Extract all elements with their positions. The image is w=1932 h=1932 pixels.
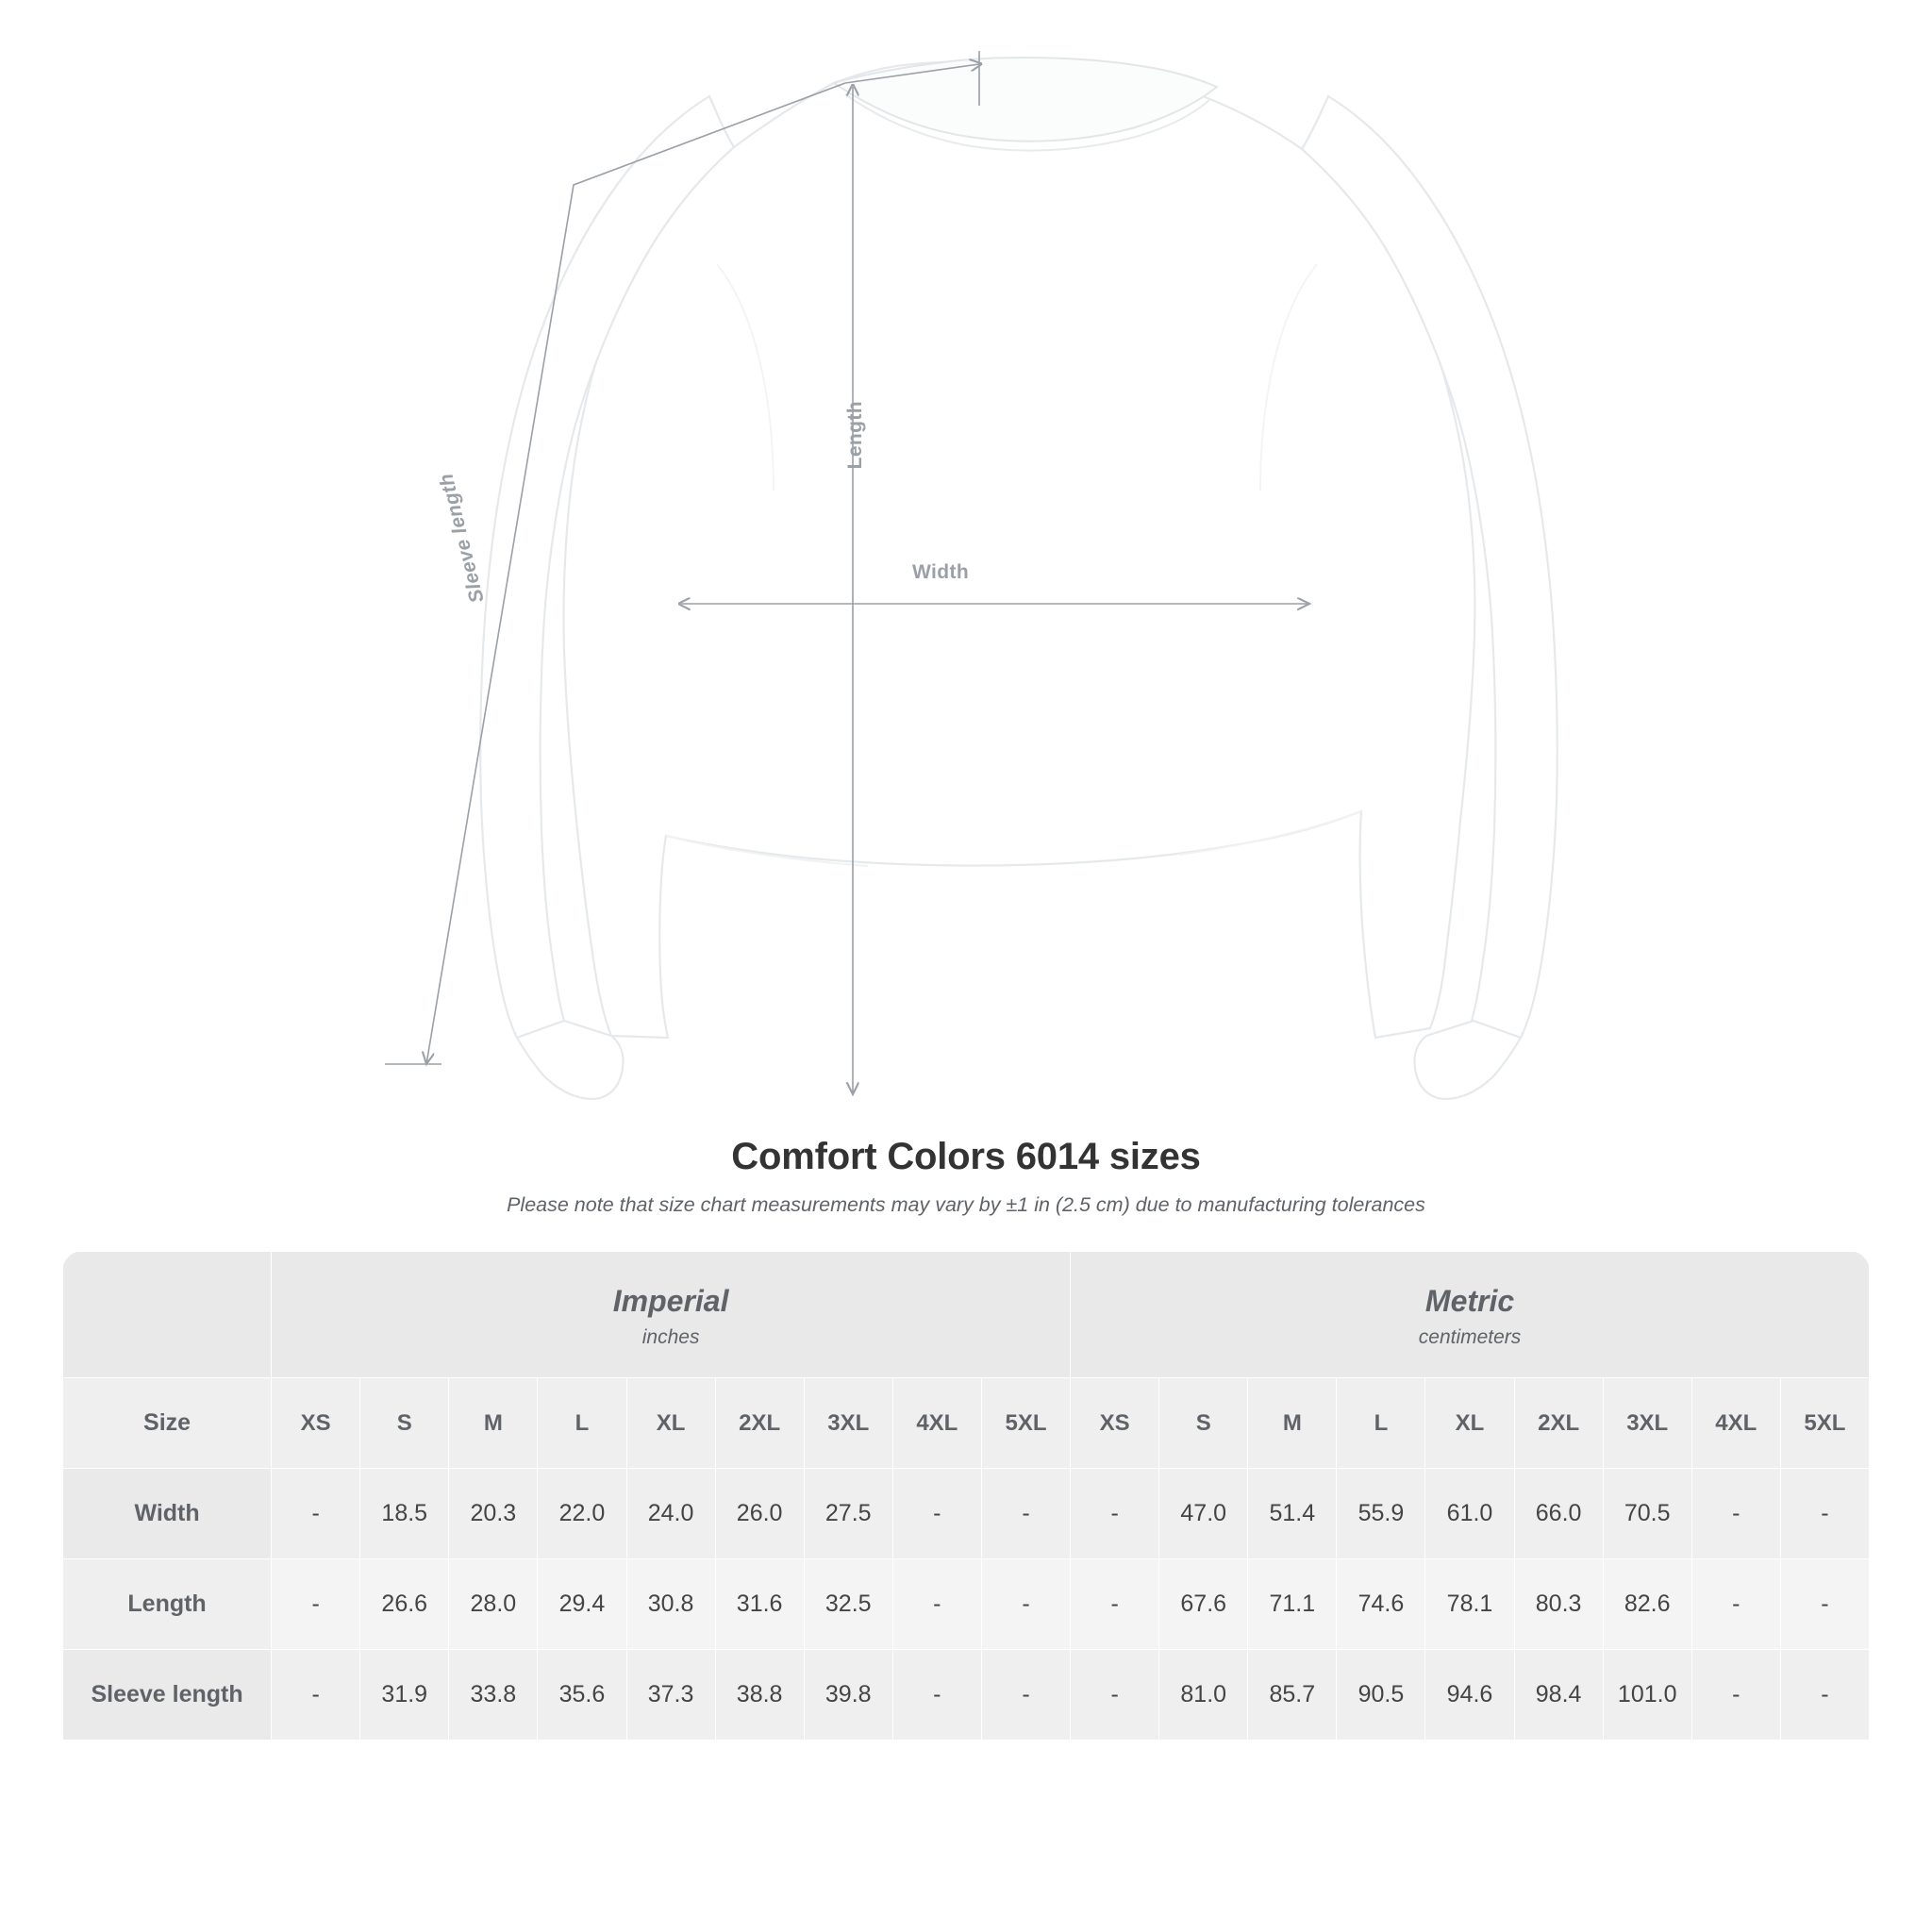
cell-metric-xl: 61.0 — [1425, 1469, 1514, 1559]
size-header-imperial-4xl: 4XL — [892, 1378, 981, 1469]
cell-imperial-xs: - — [272, 1650, 360, 1740]
size-header-metric-2xl: 2XL — [1514, 1378, 1603, 1469]
unit-imperial-sub: inches — [641, 1326, 700, 1348]
cell-metric-2xl: 66.0 — [1514, 1469, 1603, 1559]
cell-metric-xl: 94.6 — [1425, 1650, 1514, 1740]
cell-imperial-5xl: - — [981, 1469, 1070, 1559]
row-label-sleeve-length: Sleeve length — [63, 1650, 272, 1740]
cell-metric-3xl: 82.6 — [1603, 1559, 1691, 1650]
size-header-row — [63, 1378, 1870, 1469]
cell-metric-5xl: - — [1780, 1469, 1869, 1559]
size-header-imperial-m: M — [449, 1378, 538, 1469]
unit-metric-cell — [1071, 1252, 1870, 1378]
cell-imperial-s: 18.5 — [360, 1469, 449, 1559]
width-label: Width — [912, 561, 970, 583]
cell-metric-3xl: 70.5 — [1603, 1469, 1691, 1559]
unit-imperial-name: Imperial — [612, 1284, 729, 1318]
size-header-metric-m: M — [1248, 1378, 1337, 1469]
size-header-imperial-3xl: 3XL — [804, 1378, 892, 1469]
cell-imperial-4xl: - — [892, 1650, 981, 1740]
cell-imperial-m: 28.0 — [449, 1559, 538, 1650]
cell-metric-2xl: 98.4 — [1514, 1650, 1603, 1740]
cell-metric-s: 81.0 — [1159, 1650, 1248, 1740]
size-header-metric-3xl: 3XL — [1603, 1378, 1691, 1469]
page-title: Comfort Colors 6014 sizes — [731, 1136, 1201, 1177]
size-header-metric-4xl: 4XL — [1691, 1378, 1780, 1469]
cell-imperial-m: 20.3 — [449, 1469, 538, 1559]
size-header-imperial-l: L — [538, 1378, 626, 1469]
cell-metric-3xl: 101.0 — [1603, 1650, 1691, 1740]
cell-metric-4xl: - — [1691, 1650, 1780, 1740]
size-header-imperial-xl: XL — [626, 1378, 715, 1469]
cell-metric-4xl: - — [1691, 1559, 1780, 1650]
cell-imperial-2xl: 38.8 — [715, 1650, 804, 1740]
unit-metric-sub: centimeters — [1418, 1326, 1522, 1348]
cell-imperial-xl: 24.0 — [626, 1469, 715, 1559]
cell-imperial-xs: - — [272, 1559, 360, 1650]
cell-metric-l: 90.5 — [1337, 1650, 1425, 1740]
cell-imperial-xl: 30.8 — [626, 1559, 715, 1650]
shirt-shape — [480, 58, 1557, 1099]
size-chart-table — [62, 1251, 1870, 1740]
cell-imperial-5xl: - — [981, 1650, 1070, 1740]
title-block — [0, 1136, 1932, 1217]
cell-metric-5xl: - — [1780, 1650, 1869, 1740]
cell-metric-xs: - — [1071, 1469, 1159, 1559]
cell-imperial-s: 31.9 — [360, 1650, 449, 1740]
table-row — [63, 1650, 1870, 1740]
size-header-metric-l: L — [1337, 1378, 1425, 1469]
cell-metric-xs: - — [1071, 1650, 1159, 1740]
length-label: Length — [844, 401, 866, 470]
cell-metric-xs: - — [1071, 1559, 1159, 1650]
size-header-metric-s: S — [1159, 1378, 1248, 1469]
cell-metric-xl: 78.1 — [1425, 1559, 1514, 1650]
cell-imperial-s: 26.6 — [360, 1559, 449, 1650]
cell-imperial-xs: - — [272, 1469, 360, 1559]
size-header-imperial-s: S — [360, 1378, 449, 1469]
unit-spacer-cell — [63, 1252, 272, 1378]
size-header-metric-5xl: 5XL — [1780, 1378, 1869, 1469]
sleeve-length-label: Sleeve length — [435, 471, 489, 606]
cell-metric-5xl: - — [1780, 1559, 1869, 1650]
size-chart-body — [63, 1469, 1870, 1740]
cell-metric-l: 74.6 — [1337, 1559, 1425, 1650]
cell-metric-m: 51.4 — [1248, 1469, 1337, 1559]
cell-imperial-3xl: 39.8 — [804, 1650, 892, 1740]
cell-metric-2xl: 80.3 — [1514, 1559, 1603, 1650]
cell-imperial-3xl: 27.5 — [804, 1469, 892, 1559]
cell-imperial-l: 22.0 — [538, 1469, 626, 1559]
cell-imperial-2xl: 31.6 — [715, 1559, 804, 1650]
cell-imperial-l: 29.4 — [538, 1559, 626, 1650]
size-header-imperial-5xl: 5XL — [981, 1378, 1070, 1469]
unit-header-row — [63, 1252, 1870, 1378]
cell-imperial-4xl: - — [892, 1469, 981, 1559]
tolerance-note: Please note that size chart measurements may vary by ±1 in (2.5 cm) due to manufacturing tolerances — [507, 1193, 1425, 1216]
cell-metric-m: 71.1 — [1248, 1559, 1337, 1650]
cell-imperial-l: 35.6 — [538, 1650, 626, 1740]
size-chart-table-wrap — [62, 1251, 1870, 1740]
cell-metric-m: 85.7 — [1248, 1650, 1337, 1740]
size-header-imperial-xs: XS — [272, 1378, 360, 1469]
size-header-imperial-2xl: 2XL — [715, 1378, 804, 1469]
cell-metric-l: 55.9 — [1337, 1469, 1425, 1559]
size-column-header: Size — [63, 1378, 272, 1469]
cell-metric-4xl: - — [1691, 1469, 1780, 1559]
cell-imperial-4xl: - — [892, 1559, 981, 1650]
size-header-metric-xs: XS — [1071, 1378, 1159, 1469]
cell-imperial-5xl: - — [981, 1559, 1070, 1650]
unit-imperial-cell — [272, 1252, 1071, 1378]
size-header-metric-xl: XL — [1425, 1378, 1514, 1469]
table-row — [63, 1559, 1870, 1650]
cell-metric-s: 47.0 — [1159, 1469, 1248, 1559]
cell-imperial-m: 33.8 — [449, 1650, 538, 1740]
cell-imperial-2xl: 26.0 — [715, 1469, 804, 1559]
table-row — [63, 1469, 1870, 1559]
row-label-width: Width — [63, 1469, 272, 1559]
unit-metric-name: Metric — [1424, 1284, 1515, 1318]
row-label-length: Length — [63, 1559, 272, 1650]
cell-imperial-xl: 37.3 — [626, 1650, 715, 1740]
cell-imperial-3xl: 32.5 — [804, 1559, 892, 1650]
cell-metric-s: 67.6 — [1159, 1559, 1248, 1650]
